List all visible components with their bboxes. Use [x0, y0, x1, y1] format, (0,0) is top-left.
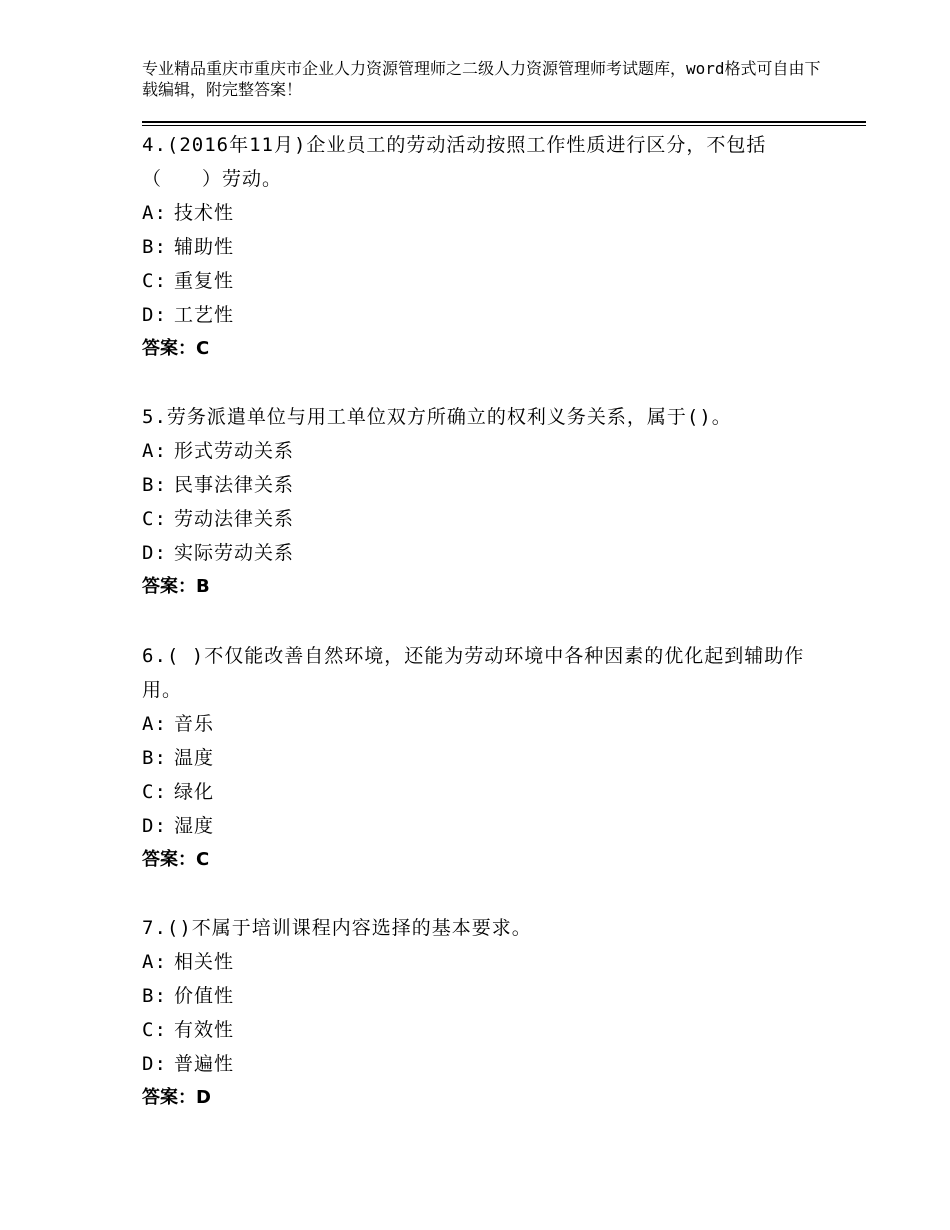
option-b	[142, 468, 822, 502]
option-letter: A:	[142, 951, 167, 973]
option-b	[142, 741, 822, 775]
answer-key: 答案：C	[142, 849, 210, 870]
option-c	[142, 775, 822, 809]
question-4	[142, 128, 822, 366]
option-text: 相关性	[174, 951, 235, 973]
answer-key: 答案：C	[142, 338, 210, 359]
option-text: 温度	[174, 747, 215, 769]
question-5	[142, 400, 822, 604]
question-7	[142, 911, 822, 1115]
option-c	[142, 264, 822, 298]
option-letter: C:	[142, 508, 167, 530]
option-c	[142, 502, 822, 536]
option-text: 有效性	[174, 1019, 235, 1041]
option-letter: B:	[142, 985, 167, 1007]
option-text: 音乐	[174, 713, 215, 735]
option-d	[142, 298, 822, 332]
option-a	[142, 196, 822, 230]
option-text: 重复性	[174, 270, 235, 292]
option-text: 辅助性	[174, 236, 235, 258]
option-letter: B:	[142, 236, 167, 258]
option-letter: D:	[142, 542, 167, 564]
option-a	[142, 707, 822, 741]
option-text: 形式劳动关系	[174, 440, 295, 462]
option-text: 绿化	[174, 781, 215, 803]
answer-key: 答案：D	[142, 1087, 211, 1108]
option-d	[142, 809, 822, 843]
header-divider-thick	[142, 121, 866, 123]
option-d	[142, 536, 822, 570]
option-d	[142, 1047, 822, 1081]
option-letter: C:	[142, 1019, 167, 1041]
option-text: 湿度	[174, 815, 215, 837]
option-letter: D:	[142, 1053, 167, 1075]
question-stem: 5.劳务派遣单位与用工单位双方所确立的权利义务关系，属于()。	[142, 406, 732, 428]
option-text: 普遍性	[174, 1053, 235, 1075]
question-6	[142, 639, 822, 877]
option-a	[142, 434, 822, 468]
option-text: 技术性	[174, 202, 235, 224]
option-text: 民事法律关系	[174, 474, 295, 496]
option-letter: C:	[142, 781, 167, 803]
option-text: 实际劳动关系	[174, 542, 295, 564]
option-a	[142, 945, 822, 979]
option-text: 劳动法律关系	[174, 508, 295, 530]
option-letter: B:	[142, 747, 167, 769]
option-letter: B:	[142, 474, 167, 496]
question-stem: 6.( )不仅能改善自然环境，还能为劳动环境中各种因素的优化起到辅助作用。	[142, 645, 805, 701]
option-letter: A:	[142, 713, 167, 735]
option-letter: A:	[142, 202, 167, 224]
option-letter: D:	[142, 304, 167, 326]
option-letter: C:	[142, 270, 167, 292]
option-letter: D:	[142, 815, 167, 837]
header-divider-thin	[142, 125, 866, 126]
question-stem: 7.()不属于培训课程内容选择的基本要求。	[142, 917, 532, 939]
option-b	[142, 979, 822, 1013]
option-text: 价值性	[174, 985, 235, 1007]
option-b	[142, 230, 822, 264]
document-header: 专业精品重庆市重庆市企业人力资源管理师之二级人力资源管理师考试题库，word格式可自由下载编辑，附完整答案！	[142, 59, 821, 99]
option-letter: A:	[142, 440, 167, 462]
question-stem: 4.(2016年11月)企业员工的劳动活动按照工作性质进行区分，不包括（ ）劳动。	[142, 134, 767, 190]
answer-key: 答案：B	[142, 576, 210, 597]
option-c	[142, 1013, 822, 1047]
option-text: 工艺性	[174, 304, 235, 326]
